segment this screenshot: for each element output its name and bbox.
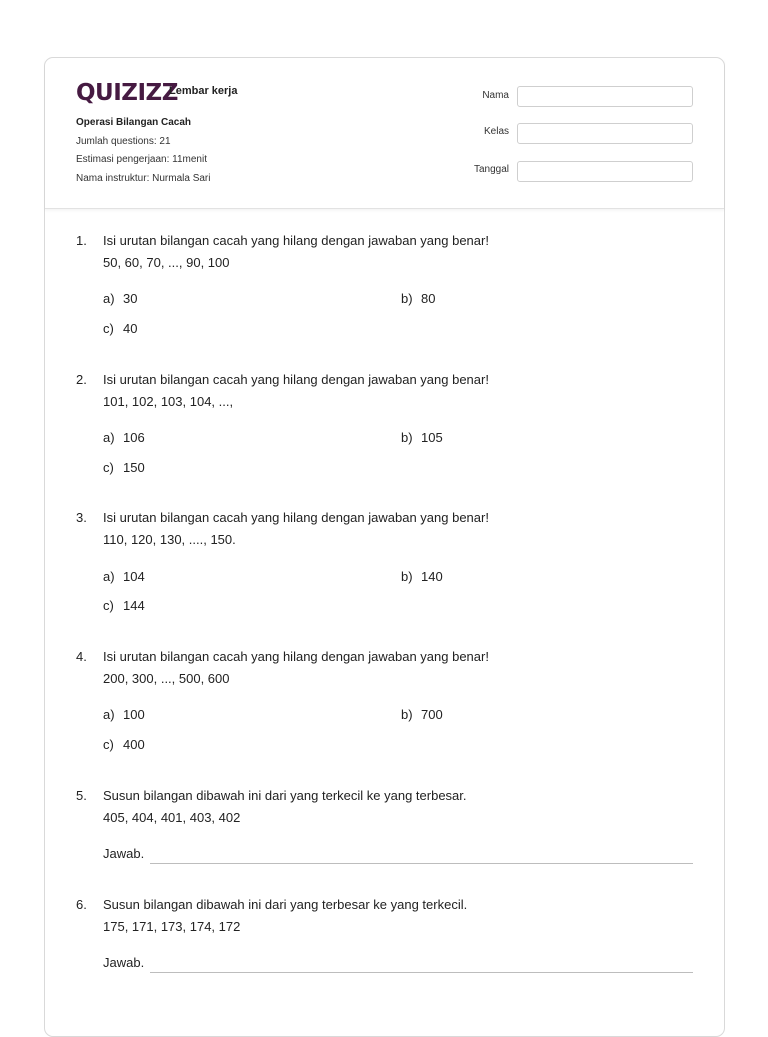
tanggal-label: Tanggal (473, 164, 509, 175)
option-b[interactable] (401, 569, 443, 584)
option-value: 400 (123, 737, 145, 752)
question-number: 5. (76, 788, 87, 803)
answer-line[interactable] (150, 849, 693, 864)
answer-label: Jawab. (103, 955, 145, 970)
worksheet-title: Operasi Bilangan Cacah (76, 117, 192, 128)
question-number: 6. (76, 897, 87, 912)
option-letter: b) (401, 707, 413, 722)
question-text: Susun bilangan dibawah ini dari yang terbesar ke yang terkecil. (103, 897, 468, 912)
option-letter: a) (103, 291, 115, 306)
option-c[interactable] (103, 321, 137, 336)
option-a[interactable] (103, 569, 145, 584)
worksheet-header (45, 58, 724, 209)
option-value: 150 (123, 460, 145, 475)
option-letter: c) (103, 321, 114, 336)
question-sequence: 175, 171, 173, 174, 172 (103, 919, 241, 934)
option-letter: c) (103, 737, 114, 752)
option-b[interactable] (401, 291, 435, 306)
option-letter: c) (103, 598, 114, 613)
question-text: Isi urutan bilangan cacah yang hilang dengan jawaban yang benar! (103, 372, 489, 387)
question-sequence: 101, 102, 103, 104, ..., (103, 394, 234, 409)
estimate-time: Estimasi pengerjaan: 11menit (76, 154, 207, 165)
option-b[interactable] (401, 430, 443, 445)
option-value: 40 (123, 321, 138, 336)
answer-line[interactable] (150, 958, 693, 973)
option-b[interactable] (401, 707, 443, 722)
option-value: 106 (123, 430, 145, 445)
option-value: 144 (123, 598, 145, 613)
question-sequence: 50, 60, 70, ..., 90, 100 (103, 255, 230, 270)
logo-subtitle: Lembar kerja (169, 85, 238, 97)
option-value: 100 (123, 707, 145, 722)
option-letter: b) (401, 291, 413, 306)
question-number: 1. (76, 233, 87, 248)
answer-label: Jawab. (103, 846, 145, 861)
option-letter: a) (103, 430, 115, 445)
option-a[interactable] (103, 707, 145, 722)
kelas-field[interactable] (517, 123, 693, 144)
question-sequence: 405, 404, 401, 403, 402 (103, 810, 241, 825)
option-a[interactable] (103, 430, 145, 445)
option-value: 700 (421, 707, 443, 722)
option-value: 140 (421, 569, 443, 584)
option-letter: b) (401, 430, 413, 445)
question-text: Isi urutan bilangan cacah yang hilang dengan jawaban yang benar! (103, 233, 489, 248)
question-number: 2. (76, 372, 87, 387)
kelas-label: Kelas (483, 126, 509, 137)
option-a[interactable] (103, 291, 137, 306)
option-c[interactable] (103, 460, 145, 475)
option-value: 105 (421, 430, 443, 445)
worksheet (44, 57, 725, 1037)
option-letter: c) (103, 460, 114, 475)
option-c[interactable] (103, 737, 145, 752)
option-letter: a) (103, 707, 115, 722)
questions-count: Jumlah questions: 21 (76, 136, 171, 147)
question-text: Isi urutan bilangan cacah yang hilang dengan jawaban yang benar! (103, 649, 489, 664)
instructor-name: Nama instruktur: Nurmala Sari (76, 173, 211, 184)
option-letter: a) (103, 569, 115, 584)
question-number: 4. (76, 649, 87, 664)
question-sequence: 200, 300, ..., 500, 600 (103, 671, 230, 686)
option-value: 104 (123, 569, 145, 584)
question-number: 3. (76, 510, 87, 525)
quizizz-logo: QUIZIZZ (76, 80, 178, 106)
option-letter: b) (401, 569, 413, 584)
option-value: 80 (421, 291, 436, 306)
nama-field[interactable] (517, 86, 693, 107)
tanggal-field[interactable] (517, 161, 693, 182)
question-text: Isi urutan bilangan cacah yang hilang dengan jawaban yang benar! (103, 510, 489, 525)
nama-label: Nama (482, 90, 509, 101)
option-value: 30 (123, 291, 138, 306)
option-c[interactable] (103, 598, 145, 613)
question-sequence: 110, 120, 130, ...., 150. (103, 532, 236, 547)
question-text: Susun bilangan dibawah ini dari yang terkecil ke yang terbesar. (103, 788, 467, 803)
